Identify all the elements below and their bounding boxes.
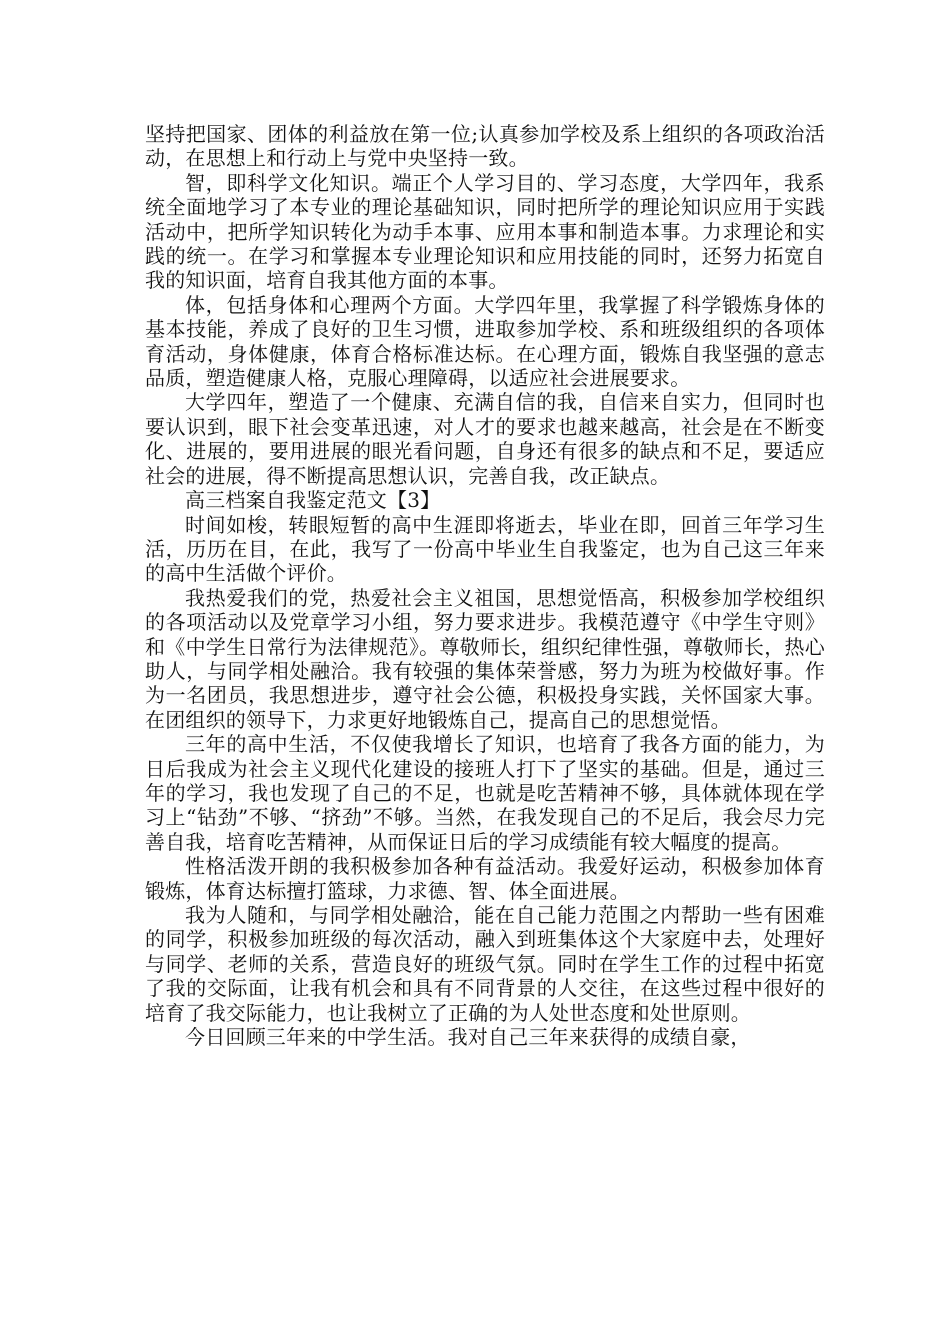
paragraph-physique: 体，包括身体和心理两个方面。大学四年里，我掌握了科学锻炼身体的基本技能，养成了良好的卫生习惯，进取参加学校、系和班级组织的各项体育活动，身体健康，体育合格标准达标。在心理方面，锻炼自我坚强的意志品质，塑造健康人格，克服心理障碍，以适应社会进展要求。 bbox=[145, 292, 825, 391]
document-body bbox=[145, 122, 825, 1049]
paragraph-intro: 时间如梭，转眼短暂的高中生涯即将逝去，毕业在即，回首三年学习生活，历历在目，在此，我写了一份高中毕业生自我鉴定，也为自己这三年来的高中生活做个评价。 bbox=[145, 512, 825, 586]
paragraph-study: 三年的高中生活，不仅使我增长了知识，也培育了我各方面的能力，为日后我成为社会主义现代化建设的接班人打下了坚实的基础。但是，通过三年的学习，我也发现了自己的不足，也就是吃苦精神不够，具体就体现在学习上“钻劲”不够、“挤劲”不够。当然，在我发现自己的不足后，我会尽力完善自我，培育吃苦精神，从而保证日后的学习成绩能有较大幅度的提高。 bbox=[145, 732, 825, 854]
paragraph-social: 我为人随和，与同学相处融洽，能在自己能力范围之内帮助一些有困难的同学，积极参加班级的每次活动，融入到班集体这个大家庭中去，处理好与同学、老师的关系，营造良好的班级气氛。同时在学生工作的过程中拓宽了我的交际面，让我有机会和具有不同背景的人交往，在这些过程中很好的培育了我交际能力，也让我树立了正确的为人处世态度和处世原则。 bbox=[145, 903, 825, 1025]
paragraph-activities: 性格活泼开朗的我积极参加各种有益活动。我爱好运动，积极参加体育锻炼，体育达标擅打篮球，力求德、智、体全面进展。 bbox=[145, 854, 825, 903]
paragraph-intellect: 智，即科学文化知识。端正个人学习目的、学习态度，大学四年，我系统全面地学习了本专业的理论基础知识，同时把所学的理论知识应用于实践活动中，把所学知识转化为动手本事、应用本事和制造本事。力求理论和实践的统一。在学习和掌握本专业理论知识和应用技能的同时，还努力拓宽自我的知识面，培育自我其他方面的本事。 bbox=[145, 170, 825, 293]
paragraph-university-summary: 大学四年，塑造了一个健康、充满自信的我，自信来自实力，但同时也要认识到，眼下社会变革迅速，对人才的要求也越来越高，社会是在不断变化、进展的，要用进展的眼光看问题，自身还有很多的缺点和不足，要适应社会的进展，得不断提高思想认识，完善自我，改正缺点。 bbox=[145, 390, 825, 488]
paragraph-review: 今日回顾三年来的中学生活。我对自己三年来获得的成绩自豪， bbox=[185, 1025, 751, 1050]
paragraph-continued: 坚持把国家、团体的利益放在第一位;认真参加学校及系上组织的各项政治活动，在思想上和行动上与党中央坚持一致。 bbox=[145, 122, 825, 171]
paragraph-political: 我热爱我们的党，热爱社会主义祖国，思想觉悟高，积极参加学校组织的各项活动以及党章学习小组，努力要求进步。我模范遵守《中学生守则》和《中学生日常行为法律规范》。尊敬师长，组织纪律性强，尊敬师长，热心助人，与同学相处融洽。我有较强的集体荣誉感，努力为班为校做好事。作为一名团员，我思想进步，遵守社会公德，积极投身实践，关怀国家大事。在团组织的领导下，力求更好地锻炼自己，提高自己的思想觉悟。 bbox=[145, 585, 825, 732]
section-heading: 高三档案自我鉴定范文【3】 bbox=[185, 488, 441, 513]
